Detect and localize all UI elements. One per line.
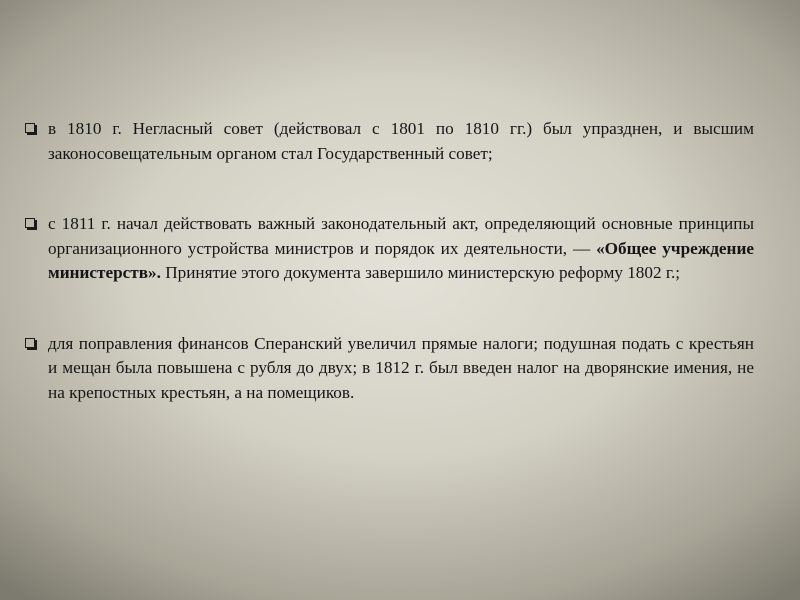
bullet-item-2 (24, 212, 754, 286)
bullet-item-3 (24, 332, 754, 406)
checkbox-bullet-icon (25, 123, 35, 133)
bullet-text: для поправления финансов Сперанский увеличил прямые налоги; подушная подать с крестьян и мещан была повышена с рубля до двух; в 1812 г. был введен налог на дворянские имения, не на крепостных крестьян, а на помещиков. (48, 333, 754, 402)
checkbox-bullet-icon (25, 218, 35, 228)
bullet-item-1 (24, 117, 754, 166)
checkbox-bullet-icon (25, 338, 35, 348)
bullet-text-bold: «Общее учреждение министерств». (48, 238, 754, 282)
bullet-text: в 1810 г. Негласный совет (действовал с 1801 по 1810 гг.) был упразднен, и высшим законосовещательным органом стал Государственный совет; (48, 119, 754, 163)
bullet-text-before: с 1811 г. начал действовать важный законодательный акт, определяющий основные принципы организационного устройства министров и порядок их деятельности, — (48, 214, 754, 258)
bullet-text-after: Принятие этого документа завершило министерскую реформу 1802 г.; (160, 263, 681, 282)
bullet-list (24, 117, 754, 405)
